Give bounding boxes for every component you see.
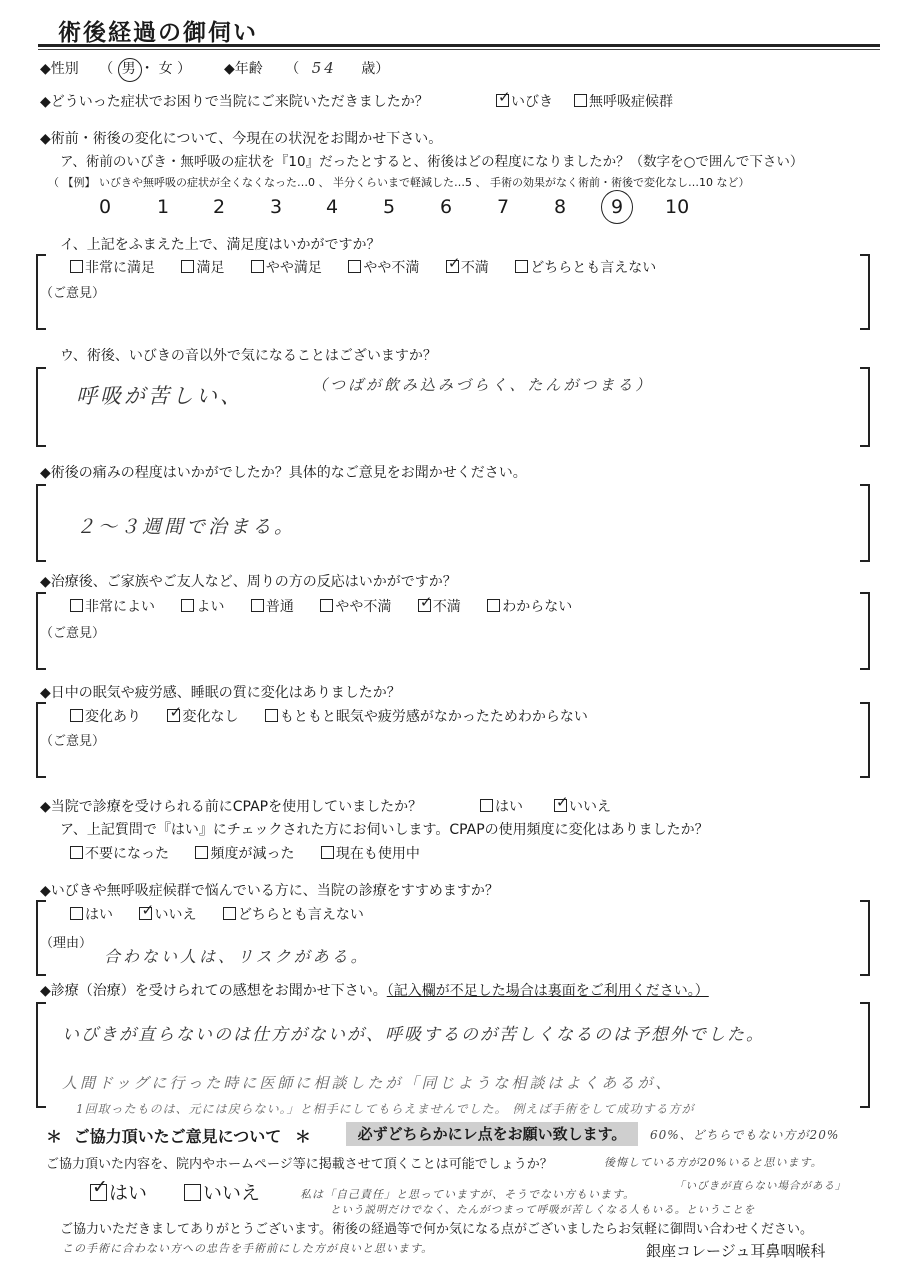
gender-paren-open: （: [99, 61, 114, 77]
consent-question: ご協力頂いた内容を、院内やホームページ等に掲載させて頂くことは可能でしょうか？: [46, 1157, 553, 1172]
checkbox-icon[interactable]: [265, 709, 278, 722]
age-unit: 歳）: [361, 61, 390, 77]
title-rule-thin: [38, 49, 880, 50]
symptom-option-snoring[interactable]: ✓ いびき: [498, 88, 553, 110]
gender-male[interactable]: 男: [122, 61, 140, 77]
impression-line-2[interactable]: 人間ドッグに行った時に医師に相談したが「同じような相談はよくあるが、: [62, 1074, 674, 1092]
star-icon: ＊: [46, 1127, 63, 1146]
reaction-option-normal[interactable]: 普通: [251, 599, 294, 615]
cpap-option-no-longer-needed[interactable]: 不要になった: [70, 846, 169, 862]
satisfaction-option-somewhat-satisfied[interactable]: やや満足: [251, 260, 322, 276]
cpap-option-no[interactable]: ✓ いいえ: [556, 793, 611, 815]
bracket-left: [36, 367, 46, 447]
checkbox-icon[interactable]: [574, 94, 587, 107]
gender-paren-close: ）: [177, 61, 192, 77]
sleep-opinion-label: （ご意見）: [40, 734, 106, 749]
checkmark-icon: ✓: [92, 1176, 108, 1198]
cpap-question: ◆当院で診療を受けられる前にCPAPを使用していましたか？: [40, 799, 423, 815]
checkbox-icon[interactable]: [70, 846, 83, 859]
reaction-option-unknown[interactable]: わからない: [487, 599, 572, 615]
scale-8[interactable]: 8: [554, 196, 567, 218]
recommend-options: [70, 901, 364, 924]
checkbox-icon[interactable]: [480, 799, 493, 812]
scale-7[interactable]: 7: [497, 196, 510, 218]
age-row: [224, 58, 389, 78]
checkbox-icon[interactable]: [70, 599, 83, 612]
checkmark-icon: ✓: [498, 88, 511, 106]
checkbox-icon[interactable]: [90, 1176, 108, 1201]
impression-question-note: （記入欄が不足した場合は裏面をご利用ください。）: [386, 983, 709, 999]
checkbox-icon[interactable]: [487, 599, 500, 612]
impression-side-note-2[interactable]: 後悔している方が20%いると思います。: [604, 1156, 823, 1169]
reaction-options: [70, 593, 573, 616]
bracket-right: [860, 1002, 870, 1108]
impression-side-note-3[interactable]: 「いびきが直らない場合がある」: [674, 1180, 847, 1192]
age-paren-open: （: [285, 61, 300, 77]
checkmark-icon: ✓: [556, 793, 569, 811]
checkmark-icon: ✓: [419, 593, 433, 611]
bracket-right: [860, 702, 870, 778]
consent-option-no[interactable]: いいえ: [184, 1178, 260, 1205]
checkbox-icon[interactable]: [181, 599, 194, 612]
cpap-option-still-using[interactable]: 現在も使用中: [321, 846, 420, 862]
sleep-option-unchanged[interactable]: ✓ 変化なし: [169, 703, 239, 725]
recommend-option-no[interactable]: ✓ いいえ: [141, 901, 197, 923]
change-sub-a: ア、術前のいびき・無呼吸の症状を『10』だったとすると、術後はどの程度になりましたか？（数字を○で囲んで下さい）: [60, 154, 804, 170]
checkbox-icon[interactable]: [223, 907, 236, 920]
reaction-question: ◆治療後、ご家族やご友人など、周りの方の反応はいかがですか？: [40, 574, 457, 590]
checkbox-icon[interactable]: [70, 907, 83, 920]
gender-female[interactable]: 女: [158, 61, 173, 77]
checkbox-icon[interactable]: [515, 260, 528, 273]
cpap-sub-question: ア、上記質問で『はい』にチェックされた方にお伺いします。CPAPの使用頻度に変化はありましたか？: [60, 822, 709, 838]
sleep-option-changed[interactable]: 変化あり: [70, 709, 141, 725]
gender-row: [40, 58, 191, 78]
satisfaction-option-somewhat-dissatisfied[interactable]: やや不満: [348, 260, 419, 276]
checkbox-icon[interactable]: [496, 88, 511, 107]
checkbox-icon[interactable]: [251, 599, 264, 612]
star-icon: ＊: [294, 1127, 311, 1146]
scale-4[interactable]: 4: [326, 196, 339, 218]
checkbox-icon[interactable]: [348, 260, 361, 273]
reaction-opinion-label: （ご意見）: [40, 626, 106, 641]
impression-side-note-5[interactable]: という説明だけでなく、たんがつまって呼吸が苦しくなる人もいる。ということを: [330, 1204, 756, 1216]
impression-question: ◆診療（治療）を受けられての感想をお聞かせ下さい。（記入欄が不足した場合は裏面をご利用ください。）: [40, 983, 709, 999]
footer-thanks: ご協力いただきましてありがとうございます。術後の経過等で何か気になる点がございましたらお気軽に御問い合わせください。: [60, 1222, 813, 1237]
checkbox-icon[interactable]: [139, 901, 155, 920]
scale-10[interactable]: 10: [665, 196, 690, 218]
checkmark-icon: ✓: [169, 703, 183, 721]
satisfaction-option-neutral[interactable]: どちらとも言えない: [515, 260, 656, 276]
checkbox-icon[interactable]: [446, 254, 461, 273]
recommend-question: ◆いびきや無呼吸症候群で悩んでいる方に、当院の診療をすすめますか？: [40, 883, 499, 899]
other-concern-note[interactable]: （つばが飲み込みづらく、たんがつまる）: [312, 376, 654, 394]
bracket-right: [860, 367, 870, 447]
pain-answer[interactable]: ２～３週間で治まる。: [76, 516, 297, 538]
reaction-option-good[interactable]: よい: [181, 599, 224, 615]
satisfaction-option-dissatisfied[interactable]: ✓ 不満: [447, 254, 489, 276]
cpap-option-yes[interactable]: はい: [480, 796, 523, 816]
checkbox-icon[interactable]: [184, 1184, 201, 1201]
symptom-question: ◆どういった症状でお困りで当院にご来院いただきましたか？: [40, 94, 429, 110]
bracket-right: [860, 592, 870, 670]
gender-separator: ・: [140, 61, 155, 77]
recommend-reason[interactable]: 合わない人は、リスクがある。: [104, 947, 370, 966]
scale-6[interactable]: 6: [440, 196, 453, 218]
age-value[interactable]: 54: [311, 59, 337, 77]
scale-3[interactable]: 3: [270, 196, 283, 218]
checkbox-icon[interactable]: [251, 260, 264, 273]
impression-side-note-6[interactable]: この手術に合わない方への忠告を手術前にした方が良いと思います。: [62, 1242, 434, 1255]
reaction-option-very-good[interactable]: 非常によい: [70, 599, 155, 615]
age-label: ◆年齢: [224, 61, 263, 77]
checkmark-icon: ✓: [447, 254, 461, 272]
clinic-name: 銀座コレージュ耳鼻咽喉科: [646, 1242, 826, 1260]
sleep-options: [70, 703, 588, 726]
bracket-right: [860, 900, 870, 976]
recommend-reason-label: （理由）: [40, 936, 93, 951]
consent-option-yes[interactable]: ✓ はい: [92, 1176, 148, 1204]
bracket-right: [860, 254, 870, 330]
pain-question: ◆術後の痛みの程度はいかがでしたか？具体的なご意見をお聞かせください。: [40, 465, 527, 481]
checkbox-icon[interactable]: [70, 260, 83, 273]
checkbox-icon[interactable]: [167, 703, 183, 722]
title-rule: [38, 44, 880, 47]
satisfaction-option-very-satisfied[interactable]: 非常に満足: [70, 260, 155, 276]
consent-heading: ＊ ご協力頂いたご意見について ＊: [46, 1127, 311, 1146]
change-example: （ 【例】 いびきや無呼吸の症状が全くなくなった…0 、 半分くらいまで軽減した…5 、 手術の効果がなく術前・術後で変化なし…10 など）: [48, 176, 750, 189]
checkbox-icon[interactable]: [70, 709, 83, 722]
satisfaction-opinion-label: （ご意見）: [40, 286, 106, 301]
consent-banner: 必ずどちらかにレ点をお願い致します。: [346, 1122, 638, 1146]
gender-label: ◆性別: [40, 61, 79, 77]
recommend-option-neutral[interactable]: どちらとも言えない: [223, 907, 364, 923]
cpap-option-reduced[interactable]: 頻度が減った: [195, 846, 294, 862]
checkbox-icon[interactable]: [418, 593, 433, 612]
selected-circle-mark: [601, 190, 633, 224]
checkbox-icon[interactable]: [320, 599, 333, 612]
bracket-left: [36, 484, 46, 562]
checkmark-icon: ✓: [141, 901, 155, 919]
satisfaction-options: [70, 254, 657, 277]
checkbox-icon[interactable]: [181, 260, 194, 273]
reaction-option-dissatisfied[interactable]: ✓ 不満: [419, 593, 461, 615]
satisfaction-question: イ、上記をふまえた上で、満足度はいかがですか？: [60, 237, 381, 253]
sleep-option-unknown[interactable]: もともと眠気や疲労感がなかったためわからない: [265, 709, 588, 725]
other-concern-answer[interactable]: 呼吸が苦しい、: [76, 384, 244, 408]
scale-9-selected[interactable]: 9: [611, 196, 624, 218]
other-concern-question: ウ、術後、いびきの音以外で気になることはございますか？: [60, 348, 437, 364]
change-question: ◆術前・術後の変化について、今現在の状況をお聞かせ下さい。: [40, 131, 443, 147]
impression-line-1[interactable]: いびきが直らないのは仕方がないが、呼吸するのが苦しくなるのは予想外でした。: [62, 1025, 765, 1045]
checkbox-icon[interactable]: [554, 793, 569, 812]
bracket-right: [860, 484, 870, 562]
scale-0[interactable]: 0: [99, 196, 112, 218]
impression-line-3[interactable]: 1回取ったものは、元には戻らない。」と相手にしてもらえませんでした。 例えば手術をして成功する方が: [76, 1102, 695, 1116]
scale-2[interactable]: 2: [213, 196, 226, 218]
impression-side-note-1[interactable]: 60%、どちらでもない方が20%: [650, 1128, 840, 1142]
scale-5[interactable]: 5: [383, 196, 396, 218]
page-title: 術後経過の御伺い: [58, 20, 258, 46]
satisfaction-option-satisfied[interactable]: 満足: [181, 260, 224, 276]
sleep-question: ◆日中の眠気や疲労感、睡眠の質に変化はありましたか？: [40, 685, 401, 701]
male-circle-mark: [118, 58, 142, 82]
recommend-option-yes[interactable]: はい: [70, 907, 113, 923]
bracket-left: [36, 1002, 46, 1108]
cpap-sub-options: [70, 843, 420, 863]
checkbox-icon[interactable]: [195, 846, 208, 859]
reaction-option-somewhat-dissatisfied[interactable]: やや不満: [320, 599, 391, 615]
impression-side-note-4[interactable]: 私は「自己責任」と思っていますが、そうでない方もいます。: [300, 1188, 636, 1201]
scale-1[interactable]: 1: [157, 196, 170, 218]
checkbox-icon[interactable]: [321, 846, 334, 859]
symptom-option-apnea[interactable]: 無呼吸症候群: [574, 91, 673, 111]
